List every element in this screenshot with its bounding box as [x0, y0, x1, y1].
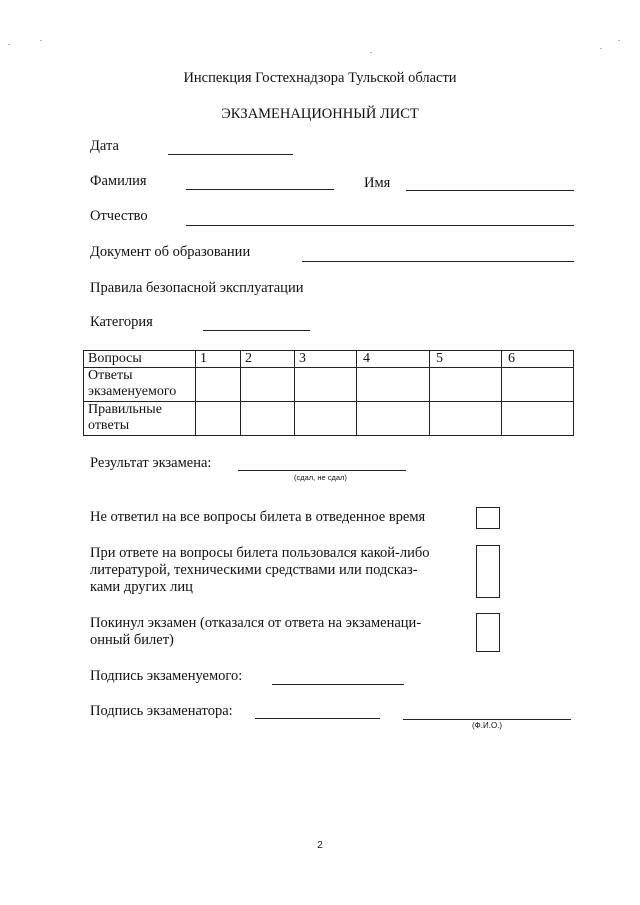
answer-cell[interactable] [295, 368, 357, 402]
table-header-cell: 4 [357, 351, 430, 368]
name-field-line[interactable] [406, 190, 574, 191]
answers-table [83, 350, 574, 436]
table-header-cell: 3 [295, 351, 357, 368]
category-label: Категория [90, 314, 153, 330]
name-label: Имя [364, 175, 391, 191]
scan-speck [8, 44, 10, 45]
table-header-cell: 5 [430, 351, 502, 368]
table-header-cell: 1 [196, 351, 241, 368]
examiner-fio-line[interactable] [403, 719, 571, 720]
scan-speck [600, 48, 602, 49]
check-cheating-box[interactable] [476, 545, 500, 598]
answer-cell[interactable] [196, 368, 241, 402]
correct-cell[interactable] [196, 402, 241, 436]
answer-cell[interactable] [502, 368, 574, 402]
examinee-signature-line[interactable] [272, 684, 404, 685]
check-left-exam-box[interactable] [476, 613, 500, 652]
row-label-correct: Правильные ответы [84, 402, 196, 436]
document-title: ЭКЗАМЕНАЦИОННЫЙ ЛИСТ [221, 106, 419, 122]
patronymic-field-line[interactable] [186, 225, 574, 226]
check-timeout-box[interactable] [476, 507, 500, 529]
scan-speck [618, 40, 620, 41]
table-header-cell: 2 [241, 351, 295, 368]
table-header-cell: Вопросы [84, 351, 196, 368]
examiner-signature-line[interactable] [255, 718, 380, 719]
table-row-answers [84, 368, 574, 402]
correct-cell[interactable] [241, 402, 295, 436]
examinee-signature-label: Подпись экзаменуемого: [90, 668, 243, 684]
result-hint: (сдал, не сдал) [294, 473, 347, 482]
date-field-line[interactable] [168, 154, 293, 155]
check-cheating-label-line3: ками других лиц [90, 579, 193, 595]
correct-cell[interactable] [430, 402, 502, 436]
table-header-cell: 6 [502, 351, 574, 368]
surname-label: Фамилия [90, 173, 147, 189]
answer-cell[interactable] [430, 368, 502, 402]
date-label: Дата [90, 138, 119, 154]
scan-speck [370, 52, 372, 53]
organization-heading: Инспекция Гостехнадзора Тульской области [183, 70, 457, 86]
education-doc-field-line[interactable] [302, 261, 574, 262]
correct-cell[interactable] [357, 402, 430, 436]
check-left-exam-label-line1: Покинул экзамен (отказался от ответа на экзаменаци- [90, 615, 422, 631]
check-timeout-label: Не ответил на все вопросы билета в отведенное время [90, 509, 426, 525]
check-left-exam-label-line2: онный билет) [90, 632, 174, 648]
result-field-line[interactable] [238, 470, 406, 471]
correct-cell[interactable] [295, 402, 357, 436]
surname-field-line[interactable] [186, 189, 334, 190]
correct-cell[interactable] [502, 402, 574, 436]
check-cheating-label-line1: При ответе на вопросы билета пользовался какой-либо [90, 545, 430, 561]
page-number: 2 [317, 840, 323, 851]
safety-rules-label: Правила безопасной эксплуатации [90, 280, 304, 296]
fio-hint: (Ф.И.О.) [472, 721, 503, 730]
scan-speck [40, 40, 42, 41]
check-cheating-label-line2: литературой, техническими средствами или подсказ- [90, 562, 418, 578]
answer-cell[interactable] [357, 368, 430, 402]
table-row-correct [84, 402, 574, 436]
table-header-row [84, 351, 574, 368]
examiner-signature-label: Подпись экзаменатора: [90, 703, 233, 719]
patronymic-label: Отчество [90, 208, 148, 224]
row-label-answers: Ответы экзаменуемого [84, 368, 196, 402]
result-label: Результат экзамена: [90, 455, 212, 471]
category-field-line[interactable] [203, 330, 310, 331]
education-doc-label: Документ об образовании [90, 244, 251, 260]
answer-cell[interactable] [241, 368, 295, 402]
